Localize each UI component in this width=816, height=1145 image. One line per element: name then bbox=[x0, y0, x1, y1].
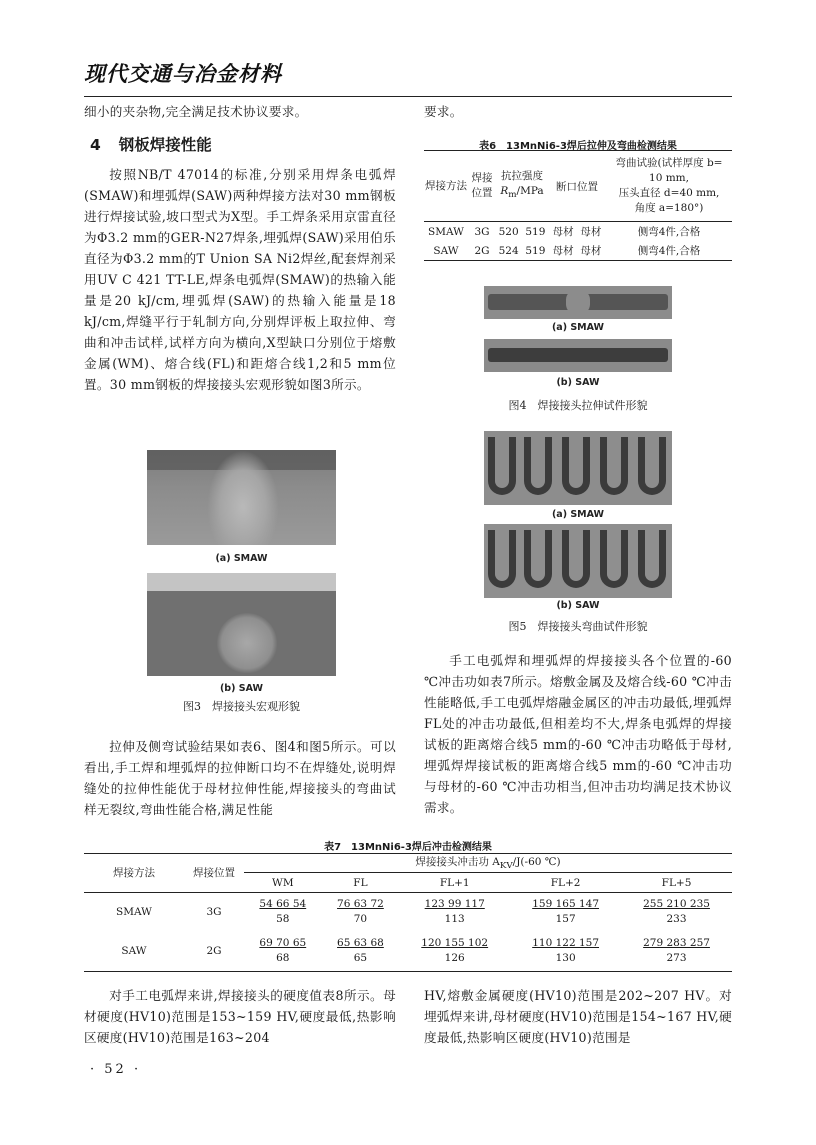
t6-value: 519 bbox=[525, 244, 546, 257]
t6-header-method: 焊接方法 bbox=[425, 179, 467, 192]
bottom-right-paragraph bbox=[424, 985, 732, 1048]
journal-logo: 现代交通与冶金材料 bbox=[84, 61, 282, 86]
left-paragraph-1 bbox=[84, 164, 396, 395]
paragraph-text: 按照NB/T 47014的标准,分别采用焊条电弧焊(SMAW)和埋弧焊(SAW)两种焊接方法对30 mm钢板进行焊接试验,坡口型式为X型。手工焊条采用京雷直径为Φ3.2 mm的GER-N27焊条,埋弧焊(SAW)采用伯乐直径为Φ3.2 mm的T Union SA Ni2焊丝,配套焊剂采用UV C 421 TT-LE,焊条电弧焊(SMAW)的热输入能量是20 kJ/cm,埋弧焊(SAW)的热输入能量是18 kJ/cm,焊缝平行于轧制方向,分别焊评板上取拉伸、弯曲和冲击试样,试样方向为横向,X型缺口分别位于熔敷金属(WM)、熔合线(FL)和距熔合线1,2和5 mm位置。30 mm钢板的焊接接头宏观形貌如图3所示。 bbox=[84, 167, 396, 392]
table7-caption: 表7 13MnNi6-3焊后冲击检测结果 bbox=[324, 842, 492, 853]
t7-cell bbox=[510, 931, 621, 972]
t6-strength-symbol: R bbox=[500, 184, 509, 197]
weld-macro-saw-image bbox=[147, 573, 336, 676]
t7-average: 68 bbox=[276, 952, 290, 964]
fig3-sub-a: (a) SMAW bbox=[215, 553, 268, 564]
t6-cell bbox=[548, 222, 606, 242]
table-row bbox=[84, 893, 732, 932]
fig5-sub-b: (b) SAW bbox=[556, 600, 600, 611]
t7-cell bbox=[322, 893, 400, 932]
paragraph-text: 对手工电弧焊来讲,焊接接头的硬度值表8所示。母材硬度(HV10)范围是153~159 HV,硬度最低,热影响区硬度(HV10)范围是163~204 bbox=[84, 988, 396, 1045]
t6-cell: SMAW bbox=[428, 225, 464, 238]
t6-value: 母材 bbox=[580, 226, 602, 238]
t7-cell bbox=[621, 893, 732, 932]
t7-col-header: FL+2 bbox=[550, 876, 581, 889]
fig5-sub-a: (a) SMAW bbox=[551, 509, 605, 520]
t7-cell: SMAW bbox=[116, 906, 152, 918]
table-row bbox=[84, 931, 732, 972]
t7-average: 157 bbox=[555, 913, 576, 925]
t6-bend-line3: 压头直径 d=40 mm, bbox=[618, 187, 720, 199]
fig3-caption: 图3 焊接接头宏观形貌 bbox=[183, 700, 300, 713]
t7-values: 69 70 65 bbox=[259, 937, 307, 949]
right-top-line: 要求。 bbox=[424, 104, 463, 119]
table7 bbox=[84, 853, 732, 972]
t7-average: 113 bbox=[444, 913, 465, 925]
t7-values: 120 155 102 bbox=[421, 937, 489, 949]
t7-col-header: FL+1 bbox=[439, 876, 470, 889]
t6-value: 524 bbox=[498, 244, 519, 257]
t7-average: 58 bbox=[276, 913, 290, 925]
bottom-left-paragraph bbox=[84, 985, 396, 1048]
section-number: 4 bbox=[90, 136, 101, 154]
t6-header-position: 焊接位置 bbox=[471, 172, 493, 199]
t7-average: 65 bbox=[353, 952, 368, 964]
t7-values: 123 99 117 bbox=[424, 898, 485, 910]
tensile-specimen-smaw-image bbox=[484, 286, 672, 319]
t7-values: 255 210 235 bbox=[643, 898, 710, 910]
t7-values: 54 66 54 bbox=[259, 898, 307, 910]
t7-values: 159 165 147 bbox=[532, 898, 600, 910]
t6-header-strength bbox=[496, 151, 548, 222]
section-heading bbox=[90, 133, 212, 155]
paragraph-text: HV,熔敷金属硬度(HV10)范围是202~207 HV。对埋弧焊来讲,母材硬度(HV10)范围是154~167 HV,硬度最低,热影响区硬度(HV10)范围是 bbox=[424, 988, 732, 1045]
t7-group-unit: /J(-60 ℃) bbox=[512, 856, 561, 869]
t7-cell bbox=[244, 893, 322, 932]
right-paragraph-3 bbox=[424, 650, 732, 818]
t7-cell bbox=[399, 931, 510, 972]
t7-group-subscript: KV bbox=[499, 861, 513, 872]
t7-cell: 2G bbox=[206, 945, 222, 957]
t7-header-method: 焊接方法 bbox=[84, 854, 184, 893]
t6-cell bbox=[548, 241, 606, 261]
t6-strength-unit: /MPa bbox=[516, 184, 544, 197]
table-row bbox=[424, 222, 732, 242]
bend-specimen-smaw-image bbox=[484, 431, 672, 505]
t7-col-header: WM bbox=[272, 876, 294, 889]
t6-cell: 2G bbox=[474, 244, 490, 257]
t7-average: 70 bbox=[353, 913, 368, 925]
fig4-sub-a: (a) SMAW bbox=[551, 322, 605, 333]
t7-header-group bbox=[244, 854, 732, 873]
t7-cell: SAW bbox=[121, 945, 147, 957]
tensile-specimen-saw-image bbox=[484, 339, 672, 372]
fig5-caption: 图5 焊接接头弯曲试件形貌 bbox=[508, 620, 648, 633]
t7-cell bbox=[510, 893, 621, 932]
t7-cell bbox=[322, 931, 400, 972]
t6-header-bend bbox=[606, 151, 732, 222]
t6-strength-subscript: m bbox=[508, 190, 517, 201]
t7-col-header: FL+5 bbox=[661, 876, 692, 889]
t6-bend-line2: 10 mm, bbox=[649, 172, 689, 184]
t7-values: 110 122 157 bbox=[532, 937, 600, 949]
table6-caption: 表6 13MnNi6-3焊后拉伸及弯曲检测结果 bbox=[479, 141, 677, 152]
header-rule bbox=[84, 96, 732, 97]
t7-cell bbox=[621, 931, 732, 972]
t7-group-label: 焊接接头冲击功 A bbox=[415, 856, 500, 869]
left-paragraph-2 bbox=[84, 736, 396, 820]
bend-specimen-saw-image bbox=[484, 524, 672, 598]
t6-bend-line4: 角度 a=180°) bbox=[634, 202, 704, 214]
weld-macro-smaw-image bbox=[147, 450, 336, 545]
t7-average: 233 bbox=[666, 913, 687, 925]
t6-cell bbox=[496, 241, 548, 261]
t6-header-fracture: 断口位置 bbox=[556, 180, 598, 193]
paragraph-text: 拉伸及侧弯试验结果如表6、图4和图5所示。可以看出,手工焊和埋弧焊的拉伸断口均不在焊缝处,说明焊缝处的拉伸性能优于母材拉伸性能,焊接接头的弯曲试样无裂纹,弯曲性能合格,满足性能 bbox=[84, 739, 396, 817]
t6-bend-line1: 弯曲试验(试样厚度 b= bbox=[615, 157, 723, 169]
page-number: · 52 · bbox=[90, 1062, 142, 1077]
t6-cell bbox=[496, 222, 548, 242]
t7-values: 76 63 72 bbox=[337, 898, 384, 910]
table6 bbox=[424, 150, 732, 261]
t7-header-position: 焊接位置 bbox=[184, 854, 244, 893]
fig3-sub-b: (b) SAW bbox=[219, 683, 264, 694]
t6-value: 520 bbox=[498, 225, 519, 238]
t7-average: 126 bbox=[444, 952, 465, 964]
left-top-line: 细小的夹杂物,完全满足技术协议要求。 bbox=[84, 104, 308, 119]
t6-cell: 侧弯4件,合格 bbox=[637, 226, 701, 238]
t7-values: 279 283 257 bbox=[643, 937, 710, 949]
t7-average: 130 bbox=[555, 952, 576, 964]
t6-value: 母材 bbox=[552, 245, 574, 257]
t6-cell: SAW bbox=[433, 244, 459, 257]
t6-strength-label: 抗拉强度 bbox=[501, 169, 543, 182]
section-title: 钢板焊接性能 bbox=[118, 136, 212, 154]
t7-cell bbox=[399, 893, 510, 932]
paragraph-text: 手工电弧焊和埋弧焊的焊接接头各个位置的-60 ℃冲击功如表7所示。熔敷金属及及熔合线-60 ℃冲击性能略低,手工电弧焊熔融金属区的冲击功最低,埋弧焊FL处的冲击功最低,但相差均不大,焊条电弧焊的焊接试板的距离熔合线5 mm的-60 ℃冲击功略低于母材,埋弧焊焊接试板的距离熔合线5 mm的-60 ℃冲击功与母材的-60 ℃冲击功相当,但冲击功均满足技术协议需求。 bbox=[424, 653, 732, 815]
table-row bbox=[424, 241, 732, 261]
t6-value: 母材 bbox=[580, 245, 602, 257]
t6-cell: 侧弯4件,合格 bbox=[637, 245, 701, 257]
fig4-sub-b: (b) SAW bbox=[556, 377, 600, 388]
t7-cell bbox=[244, 931, 322, 972]
t7-col-header: FL bbox=[353, 876, 368, 889]
t6-value: 519 bbox=[525, 225, 546, 238]
t6-cell: 3G bbox=[474, 225, 490, 238]
t7-average: 273 bbox=[666, 952, 687, 964]
t7-cell: 3G bbox=[206, 906, 222, 918]
t7-values: 65 63 68 bbox=[337, 937, 384, 949]
fig4-caption: 图4 焊接接头拉伸试件形貌 bbox=[508, 399, 648, 412]
t6-value: 母材 bbox=[552, 226, 574, 238]
